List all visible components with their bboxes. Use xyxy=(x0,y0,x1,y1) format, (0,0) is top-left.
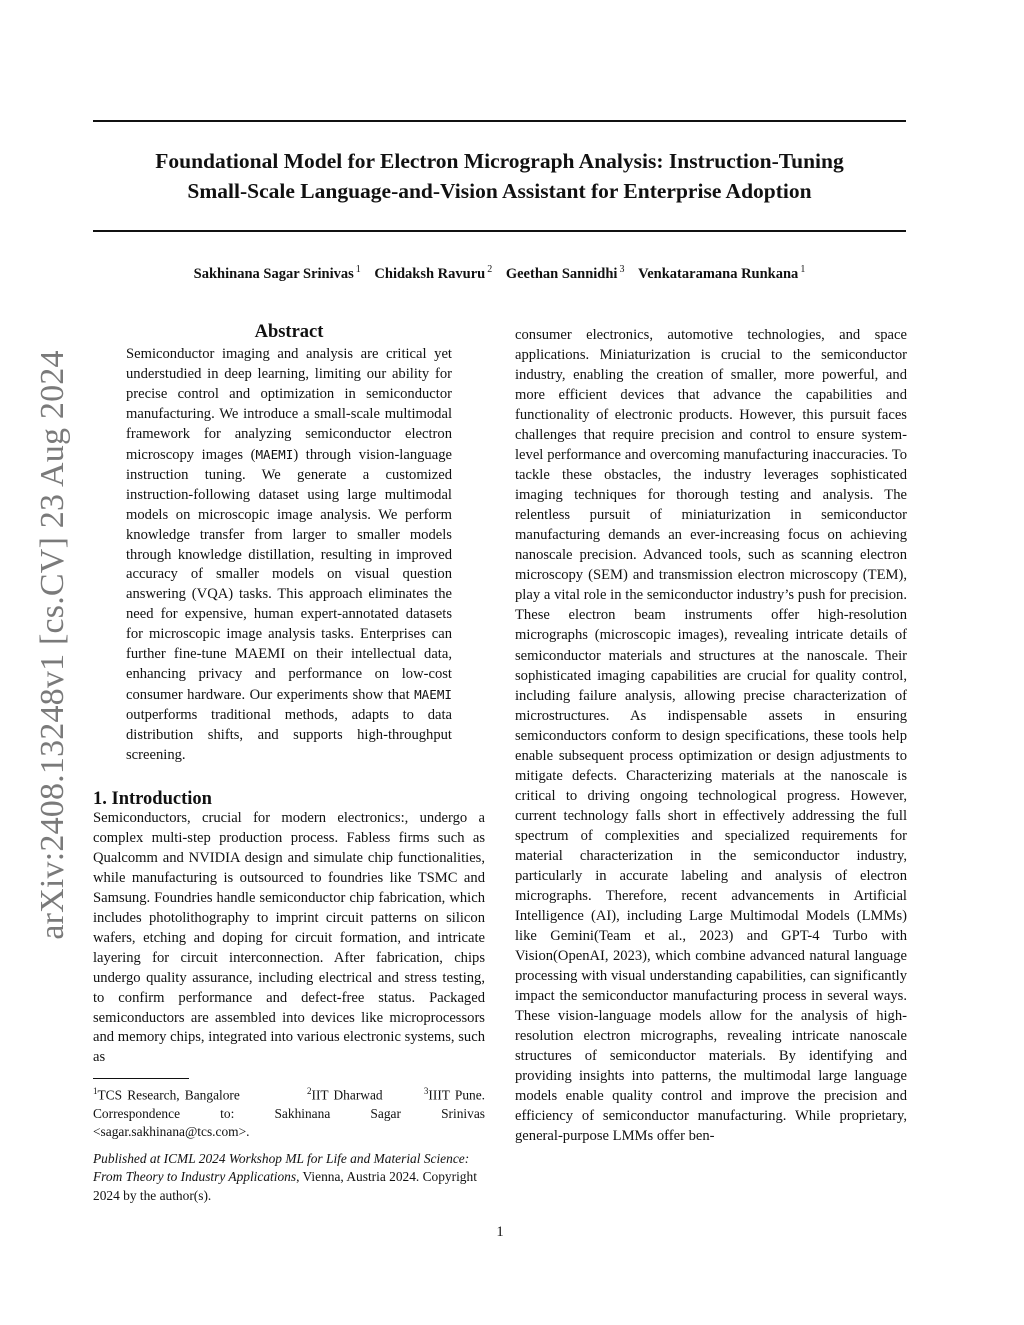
arxiv-stamp: arXiv:2408.13248v1 [cs.CV] 23 Aug 2024 xyxy=(34,350,71,940)
intro-paragraph: Semiconductors, crucial for modern electronics:, undergo a complex multi-step production process. Fabless firms such as Qualcomm and NVIDIA design and simulate chip functionalities, while manufacturing is outsourced to foundries like TSMC and Samsung. Foundries handle semiconductor chip fabrication, which includes photolithography to imprint circuit patterns on silicon wafers, etching and doping for circuit formation, and intricate layering for circuit interconnection. After fabrication, chips undergo quality assurance, including electrical and stress testing, to confirm performance and defect-free status. Packaged semiconductors are assembled into devices like microprocessors and memory chips, integrated into various electronic systems, such as xyxy=(93,810,485,1066)
code-maemi: MAEMI xyxy=(414,687,452,703)
author: Venkataramana Runkana $^1$ xyxy=(638,264,806,282)
paper-title xyxy=(93,146,906,206)
title-bottom-rule xyxy=(93,230,906,232)
author: Chidaksh Ravuru $^2$ xyxy=(374,264,493,282)
abstract-body: Semiconductor imaging and analysis are critical yet understudied in deep learning, limiting our ability for precise control and optimization in semiconductor manufacturing. We introduce a small-scale multimodal framework for analyzing semiconductor electron microscopy images (MAEMI) through vision-language instruction tuning. We generate a customized instruction-following dataset using large multimodal models on microscopic image analysis. We perform knowledge transfer from larger to smaller models through knowledge distillation, resulting in improved accuracy of smaller models on visual question answering (VQA) tasks. This approach eliminates the need for expensive, human expert-annotated datasets for microscopic image analysis tasks. Enterprises can further fine-tune MAEMI on their intellectual data, enhancing privacy and performance on low-cost consumer hardware. Our experiments show that MAEMI outperforms traditional methods, adapts to data distribution shifts, and supports high-throughput screening. xyxy=(126,346,452,764)
abstract-heading: Abstract xyxy=(254,322,324,342)
author: Geethan Sannidhi $^3$ xyxy=(505,264,625,282)
page-number: 1 xyxy=(496,1224,504,1240)
section-heading-introduction: 1. Introduction xyxy=(93,789,212,809)
author-list xyxy=(93,264,906,283)
author: Sakhinana Sagar Srinivas $^1$ xyxy=(193,264,361,282)
footnote-rule xyxy=(93,1078,189,1079)
affiliation-footnote: $^1$TCS Research, Bangalore $^2$IIT Dharwad $^3$IIIT Pune. Correspondence to: Sakhinana Sagar Srinivas <sagar.sakhinana@tcs.com>. xyxy=(93,1086,486,1140)
code-maemi: MAEMI xyxy=(255,446,294,462)
title-line-2: Small-Scale Language-and-Vision Assistant for Enterprise Adoption xyxy=(187,179,812,203)
publication-note: Published at ICML 2024 Workshop ML for Life and Material Science: From Theory to Industry Applications, Vienna, Austria 2024. Copyright 2024 by the author(s). xyxy=(93,1151,477,1203)
title-line-1: Foundational Model for Electron Micrograph Analysis: Instruction-Tuning xyxy=(155,149,844,173)
right-column-text: consumer electronics, automotive technologies, and space applications. Miniaturization is crucial to the semiconductor industry, enabling the creation of smaller, more powerful, and more efficient devices that advance the capabilities and functionality of electronic products. However, this pursuit faces challenges that require precision and control to ensure system-level performance and overcoming manufacturing inaccuracies. To tackle these obstacles, the industry leverages sophisticated imaging techniques for thorough testing and analysis. The relentless pursuit of miniaturization in semiconductor manufacturing demands an ever-increasing focus on achieving nanoscale precision. Advanced tools, such as scanning electron microscopy (SEM) and transmission electron microscopy (TEM), play a vital role in the semiconductor industry’s push for precision. These electron beam instruments offer high-resolution micrographs (microscopic images), revealing intricate details of semiconductor materials and structures at the nanoscale. Their sophisticated imaging capabilities are crucial for quality control, including failure analysis, allowing precise characterization of microstructures. As indispensable assets in ensuring semiconductors conform to design specifications, these tools help enable subsequent process optimization or design adjustments to mitigate defects. Characterizing materials at the nanoscale is critical to driving ongoing technological progress. However, current technology falls short in effectively addressing the full spectrum of complexities and specialized requirements for material characterization in the semiconductor industry, particularly in accurate labeling and analysis of electron micrographs. Therefore, recent advancements in Artificial Intelligence (AI), including Large Multimodal Models (LMMs) like Gemini(Team et al., 2023) and GPT-4 Turbo with Vision(OpenAI, 2023), which combine advanced natural language processing with visual understanding capabilities, can significantly impact the semiconductor manufacturing process in several ways. These vision-language models allow for the analysis of high-resolution electron micrographs, revealing intricate nanoscale structures of semiconductor materials. By identifying and providing insights into patterns, the multimodal large language models enable quality control and improve the precision and efficiency of semiconductor manufacturing. While proprietary, general-purpose LMMs offer ben- xyxy=(515,327,907,1145)
title-top-rule xyxy=(93,120,906,122)
